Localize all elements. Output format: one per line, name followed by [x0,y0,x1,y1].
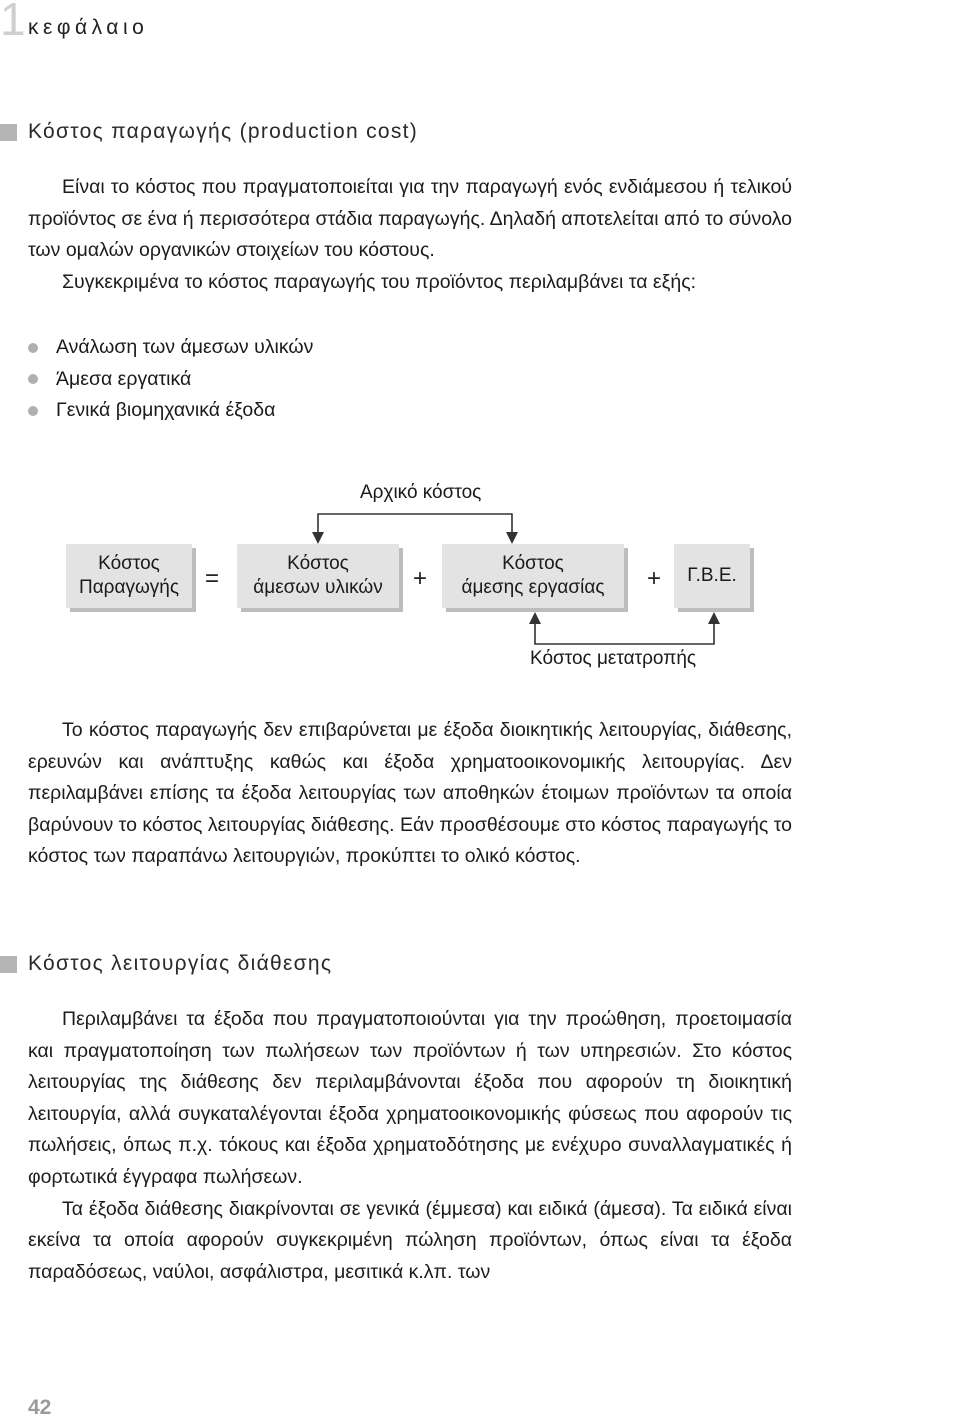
box-direct-labor: Κόστος άμεσης εργασίας [442,544,624,608]
bullet-dot-icon [28,406,38,416]
cost-diagram [0,470,960,680]
section1-body [28,172,792,298]
page-number: 42 [28,1396,52,1419]
section-heading-distribution-cost [0,952,332,976]
bullet-dot-icon [28,343,38,353]
section-title: Κόστος παραγωγής (production cost) [28,120,419,143]
paragraph: Συγκεκριμένα το κόστος παραγωγής του προϊόντος περιλαμβάνει τα εξής: [62,270,697,293]
section-heading-production-cost [0,120,418,144]
list-item: Άμεσα εργατικά [28,364,313,396]
box-overhead: Γ.Β.Ε. [674,544,750,608]
chapter-label: κεφάλαιο [28,16,149,39]
box-production-cost: Κόστος Παραγωγής [66,544,192,608]
chapter-number: 1 [0,0,26,45]
list-item: Γενικά βιομηχανικά έξοδα [28,395,313,427]
bullet-list [28,332,313,427]
bullet-dot-icon [28,374,38,384]
square-bullet-icon [0,956,17,973]
section2-body [28,1004,792,1288]
plus-sign: + [647,565,662,592]
paragraph: Είναι το κόστος που πραγματοποιείται για την παραγωγή ενός ενδιάμεσου ή τελικού προϊόντος σε ένα ή περισσότερα στάδια παραγωγής. Δηλαδή αποτελείται από το σύνολο των ομαλών οργανικών στοιχείων του κόστους. [28,176,792,262]
list-item: Ανάλωση των άμεσων υλικών [28,332,313,364]
equals-sign: = [205,565,220,592]
box-direct-materials: Κόστος άμεσων υλικών [237,544,399,608]
bottom-label: Κόστος μετατροπής [530,648,697,669]
paragraph: Περιλαμβάνει τα έξοδα που πραγματοποιούνται για την προώθηση, προετοιμασία και πραγματοποίηση των πωλήσεων των προϊόντων ή των υπηρεσιών. Στο κόστος λειτουργίας της διάθεσης δεν περιλαμβάνονται έξοδα που αφορούν τη διοικητική λειτουργία, αλλά συγκαταλέγονται έξοδα χρηματοοικονομικής φύσεως που αφορούν τις πωλήσεις, όπως π.χ. τόκους και έξοδα χρηματοδότησης με ενέχυρο συναλλαγματικές ή φορτωτικά έγγραφα πωλήσεων. [28,1008,792,1188]
section-title: Κόστος λειτουργίας διάθεσης [28,952,333,975]
square-bullet-icon [0,124,17,141]
paragraph: Το κόστος παραγωγής δεν επιβαρύνεται με έξοδα διοικητικής λειτουργίας, διάθεσης, ερευνών και ανάπτυξης καθώς και έξοδα χρηματοοικονομικής λειτουργίας. Δεν περιλαμβάνει επίσης τα έξοδα λειτουργίας των αποθηκών έτοιμων προϊόντων τα οποία βαρύνουν το κόστος λειτουργίας διάθεσης. Εάν προσθέσουμε στο κόστος παραγωγής το κόστος των παραπάνω λειτουργιών, προκύπτει το ολικό κόστος. [28,719,792,868]
plus-sign: + [413,565,428,592]
top-label: Αρχικό κόστος [360,482,482,503]
section1-continued [28,715,792,873]
paragraph: Τα έξοδα διάθεσης διακρίνονται σε γενικά (έμμεσα) και ειδικά (άμεσα). Τα ειδικά είναι εκείνα τα οποία αφορούν συγκεκριμένη πώληση προϊόντων, όπως είναι τα έξοδα παραδόσεως, ναύλοι, ασφάλιστρα, μεσιτικά κ.λπ. των [28,1197,792,1283]
